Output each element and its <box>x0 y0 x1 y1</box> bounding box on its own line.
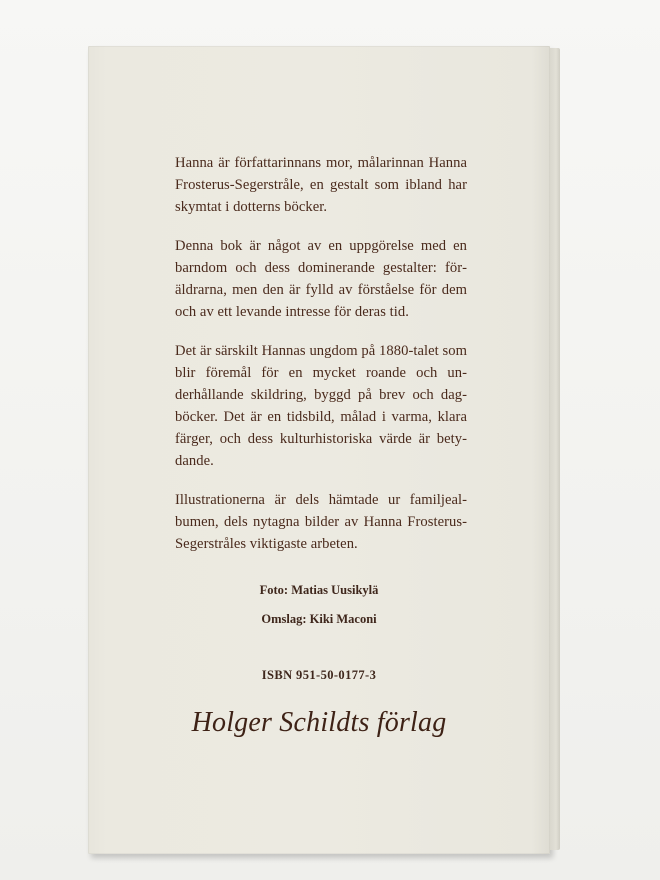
publisher-name: Holger Schildts förlag <box>191 707 447 738</box>
book-page-edge <box>550 48 560 850</box>
isbn-number: ISBN 951-50-0177-3 <box>261 668 377 682</box>
blurb-paragraph-3: Det är särskilt Hannas ungdom på 1880-talet som blir föremål för en mycket roande och underhållande skildring, byggd på brev och dagböcker. Det är en tidsbild, målad i varma, klara färger, och dess kulturhistoriska värde är betydande. <box>175 343 467 469</box>
cover-credit: Omslag: Kiki Maconi <box>261 612 377 626</box>
blurb-paragraph-2: Denna bok är något av en uppgörelse med en barndom och dess dominerande gestalter: föräldrarna, men den är fylld av förståelse för dem och av ett levande intresse för deras tid. <box>175 238 467 320</box>
blurb-text <box>175 152 467 572</box>
photo-credit: Foto: Matias Uusikylä <box>259 583 379 597</box>
blurb-paragraph-4: Illustrationerna är dels hämtade ur familjealbumen, dels nytagna bilder av Hanna Frosterus-Segerstråles viktigaste arbeten. <box>175 492 467 552</box>
blurb-paragraph-1: Hanna är författarinnans mor, målarinnan Hanna Frosterus-Segerstråle, en gestalt som ibland har skymtat i dotterns böcker. <box>175 155 467 215</box>
